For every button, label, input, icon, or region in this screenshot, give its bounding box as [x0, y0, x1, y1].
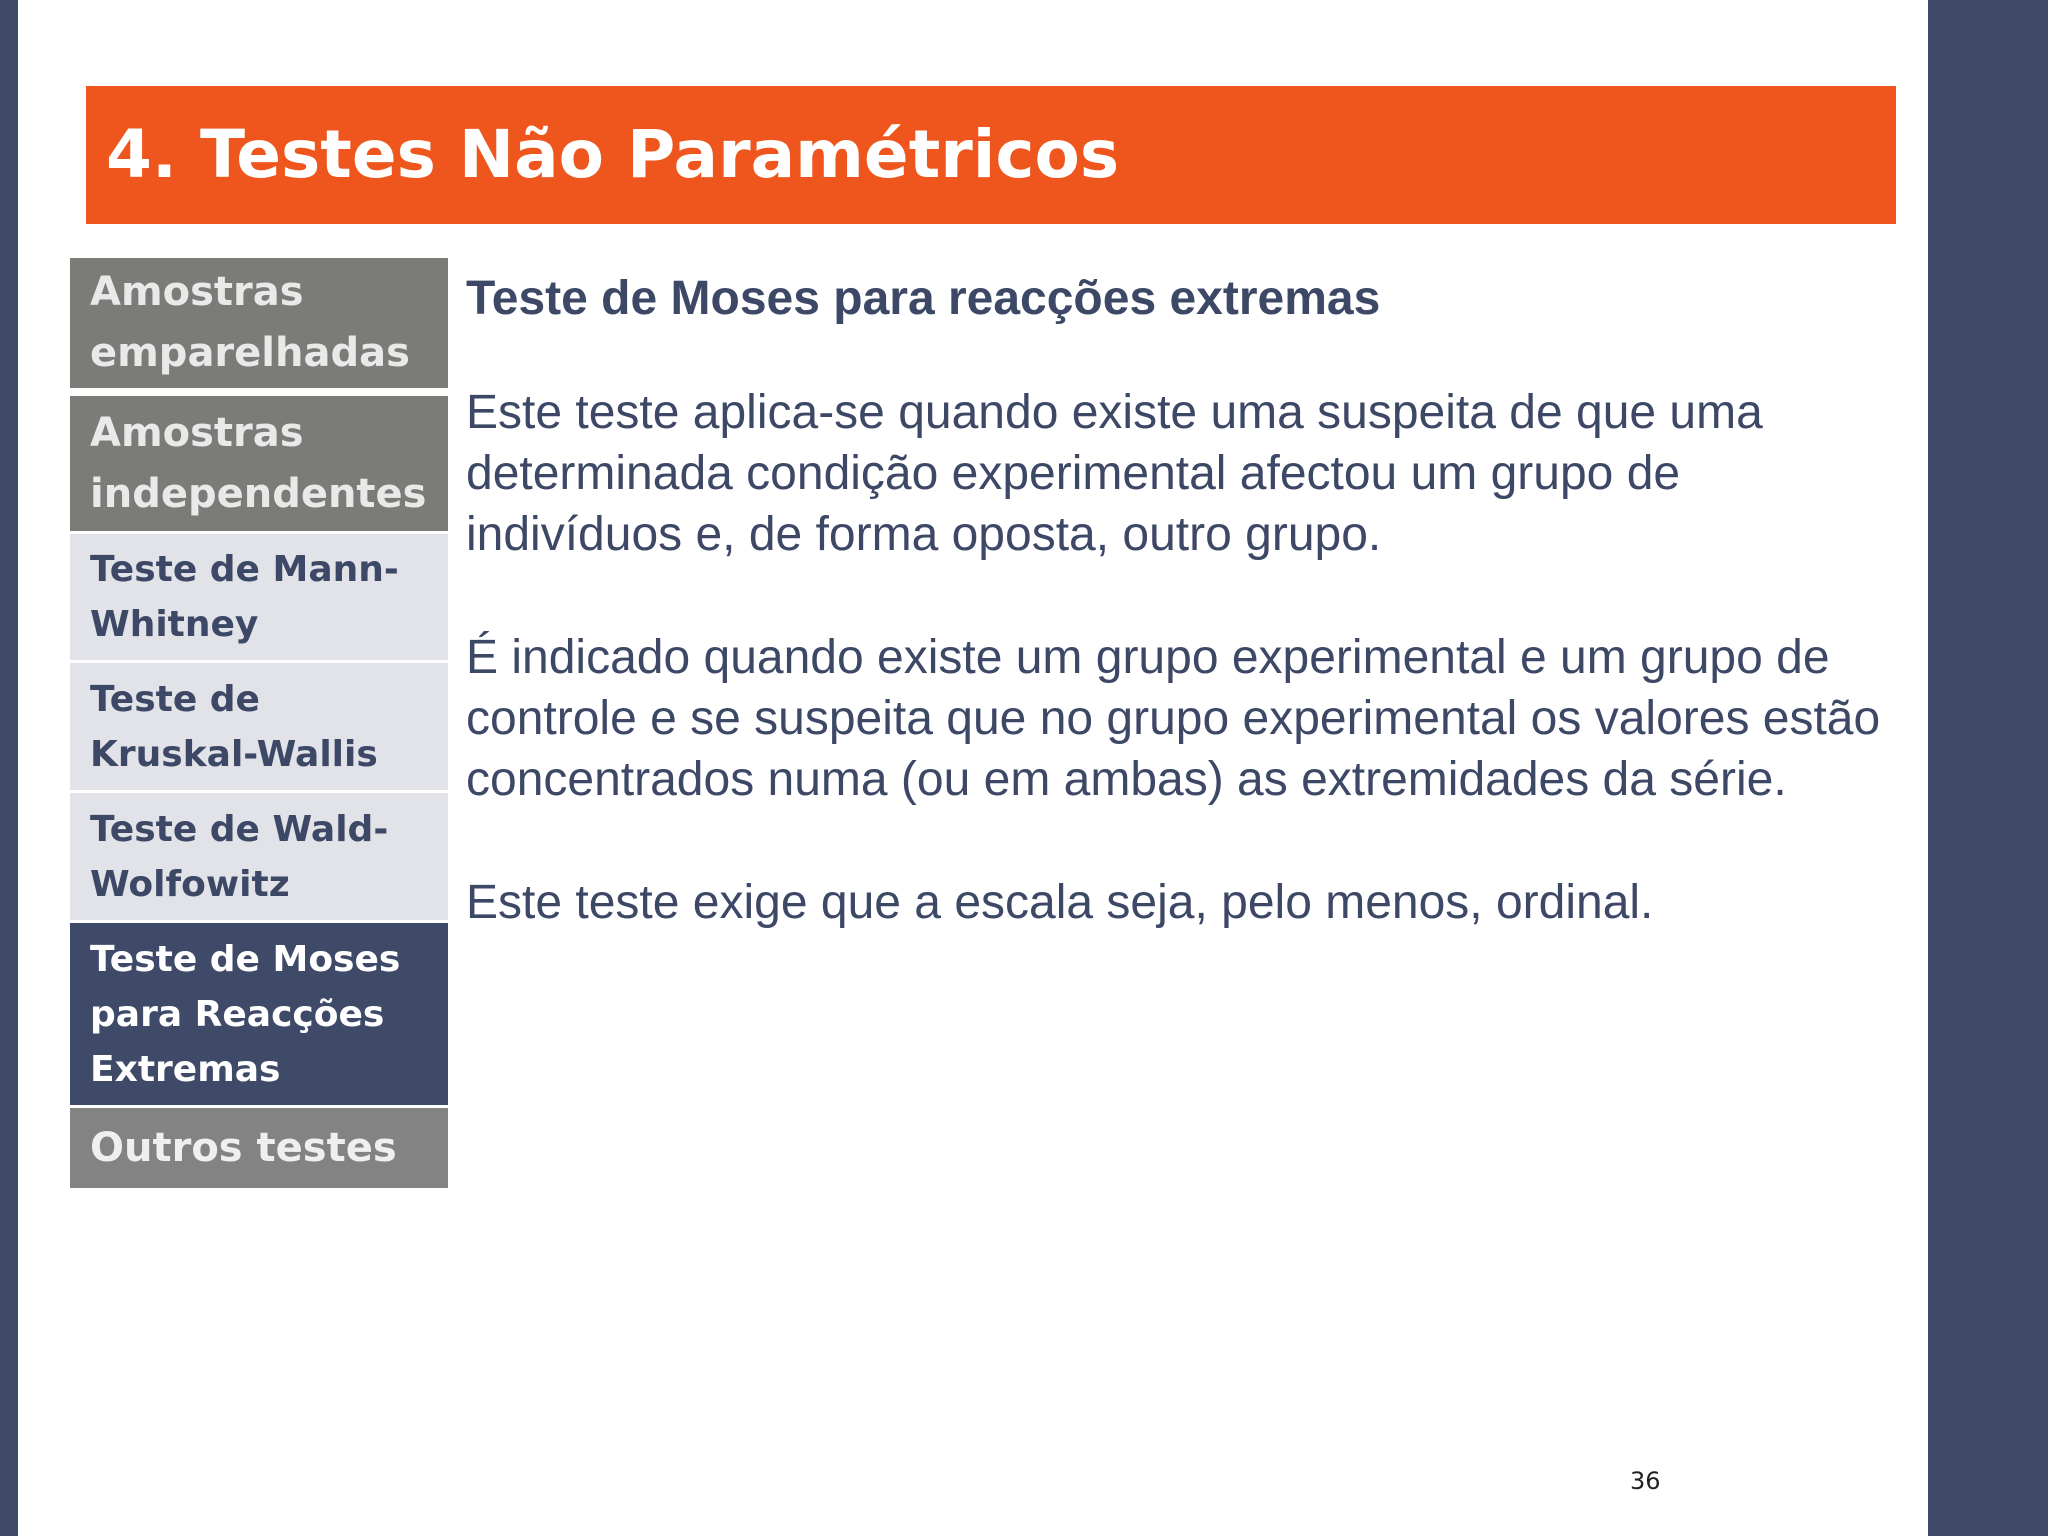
paragraph: Este teste aplica-se quando existe uma suspeita de que uma determinada condição experimental afectou um grupo de indivíduos e, de forma oposta, outro grupo. [466, 386, 1763, 561]
nav-item-label: Teste de Mann-Whitney [90, 549, 399, 645]
slide-title: 4. Testes Não Paramétricos [106, 116, 1120, 193]
paragraph: Este teste exige que a escala seja, pelo menos, ordinal. [466, 876, 1654, 929]
nav-item-moses-active[interactable] [70, 923, 448, 1108]
nav-item-label: Amostras emparelhadas [90, 269, 410, 376]
slide [18, 0, 1928, 1536]
nav-item-amostras-independentes[interactable] [70, 396, 448, 534]
page-number: 36 [1630, 1467, 1661, 1495]
nav-item-mann-whitney[interactable] [70, 534, 448, 663]
title-bar [86, 86, 1896, 224]
content-heading: Teste de Moses para reacções extremas [466, 272, 1381, 325]
nav-item-label: Teste de Wald-Wolfowitz [90, 808, 389, 905]
nav-item-kruskal-wallis[interactable] [70, 663, 448, 793]
nav-item-amostras-emparelhadas[interactable] [70, 258, 448, 396]
nav-item-label: Teste de Kruskal-Wallis [90, 678, 378, 775]
nav-item-label: Amostras independentes [90, 409, 427, 517]
nav-item-wald-wolfowitz[interactable] [70, 793, 448, 923]
section-nav [70, 258, 448, 1188]
nav-item-outros-testes[interactable] [70, 1108, 448, 1188]
nav-item-label: Teste de Moses para Reacções Extremas [90, 938, 401, 1090]
content-body [466, 264, 1886, 995]
nav-item-label: Outros testes [90, 1124, 397, 1171]
paragraph: É indicado quando existe um grupo experimental e um grupo de controle e se suspeita que no grupo experimental os valores estão concentrados numa (ou em ambas) as extremidades da série. [466, 631, 1881, 806]
